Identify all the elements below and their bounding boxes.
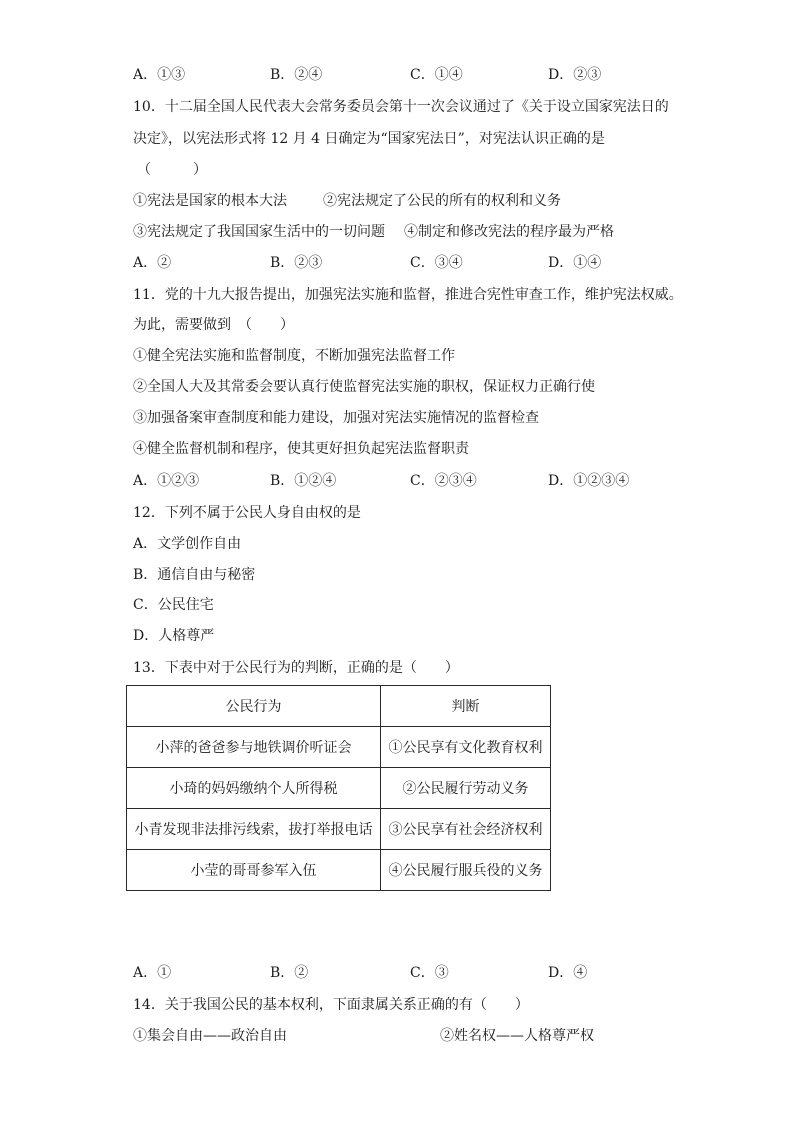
table-row — [127, 809, 551, 850]
q11-option-c: C．②③④ — [410, 473, 477, 489]
table-row — [127, 850, 551, 891]
q11-option-a: A．①②③ — [133, 473, 200, 489]
table-cell-judgement: ②公民履行劳动义务 — [381, 768, 551, 809]
q10-answer-blank: （ ） — [137, 162, 207, 178]
q13-option-c: C．③ — [410, 965, 449, 981]
q9-option-b: B．②④ — [270, 67, 323, 83]
q13-option-d: D．④ — [548, 965, 588, 981]
table-header-judgement: 判断 — [381, 686, 551, 727]
q11-option-b: B．①②④ — [270, 473, 337, 489]
q10-option-d: D．①④ — [548, 255, 602, 271]
q9-option-d: D．②③ — [548, 67, 602, 83]
q11-statement-4: ④健全监督机制和程序，使其更好担负起宪法监督职责 — [133, 441, 469, 457]
q14-stem: 14．关于我国公民的基本权利，下面隶属关系正确的有（ ） — [133, 997, 529, 1013]
q12-option-d: D．人格尊严 — [133, 628, 215, 644]
table-cell-behavior: 小萍的爸爸参与地铁调价听证会 — [127, 727, 381, 768]
q13-option-b: B．② — [270, 965, 309, 981]
q10-stem-line-1: 10．十二届全国人民代表大会常务委员会第十一次会议通过了《关于设立国家宪法日的 — [133, 99, 669, 115]
q12-stem: 12．下列不属于公民人身自由权的是 — [133, 505, 361, 521]
q13-stem: 13．下表中对于公民行为的判断，正确的是（ ） — [133, 660, 459, 676]
q10-stem-line-2: 决定》，以宪法形式将 12 月 4 日确定为“国家宪法日”，对宪法认识正确的是 — [133, 131, 605, 147]
q10-statement-4: ④制定和修改宪法的程序最为严格 — [404, 224, 614, 240]
q12-option-b: B．通信自由与秘密 — [133, 567, 256, 583]
q11-statement-3: ③加强备案审查制度和能力建设，加强对宪法实施情况的监督检查 — [133, 410, 539, 426]
q11-statement-1: ①健全宪法实施和监督制度，不断加强宪法监督工作 — [133, 348, 455, 364]
q10-statement-1: ①宪法是国家的根本大法 — [133, 193, 287, 209]
table-header-behavior: 公民行为 — [127, 686, 381, 727]
q10-option-b: B．②③ — [270, 255, 323, 271]
table-cell-behavior: 小青发现非法排污线索，拔打举报电话 — [127, 809, 381, 850]
q9-option-c: C．①④ — [410, 67, 463, 83]
table-cell-judgement: ④公民履行服兵役的义务 — [381, 850, 551, 891]
q10-statement-2: ②宪法规定了公民的所有的权利和义务 — [323, 193, 561, 209]
table-row — [127, 727, 551, 768]
q13-judgement-table — [126, 685, 551, 891]
q13-option-a: A．① — [133, 965, 172, 981]
table-header-row — [127, 686, 551, 727]
q10-option-a: A．② — [133, 255, 172, 271]
table-cell-behavior: 小琦的妈妈缴纳个人所得税 — [127, 768, 381, 809]
q12-option-c: C．公民住宅 — [133, 597, 214, 613]
q11-option-d: D．①②③④ — [548, 473, 630, 489]
table-cell-behavior: 小莹的哥哥参军入伍 — [127, 850, 381, 891]
q11-stem-line-2: 为此，需要做到 （ ） — [133, 317, 294, 333]
q10-option-c: C．③④ — [410, 255, 463, 271]
q10-statement-3: ③宪法规定了我国国家生活中的一切问题 — [133, 224, 385, 240]
table-row — [127, 768, 551, 809]
q9-option-a: A．①③ — [133, 67, 186, 83]
q14-statement-1: ①集会自由——政治自由 — [133, 1028, 287, 1044]
q11-stem-line-1: 11．党的十九大报告提出，加强宪法实施和监督，推进合宪性审查工作，维护宪法权威。 — [133, 287, 683, 303]
table-cell-judgement: ①公民享有文化教育权利 — [381, 727, 551, 768]
q14-statement-2: ②姓名权——人格尊严权 — [440, 1028, 594, 1044]
q11-statement-2: ②全国人大及其常委会要认真行使监督宪法实施的职权，保证权力正确行使 — [133, 379, 595, 395]
q12-option-a: A．文学创作自由 — [133, 536, 242, 552]
table-cell-judgement: ③公民享有社会经济权利 — [381, 809, 551, 850]
